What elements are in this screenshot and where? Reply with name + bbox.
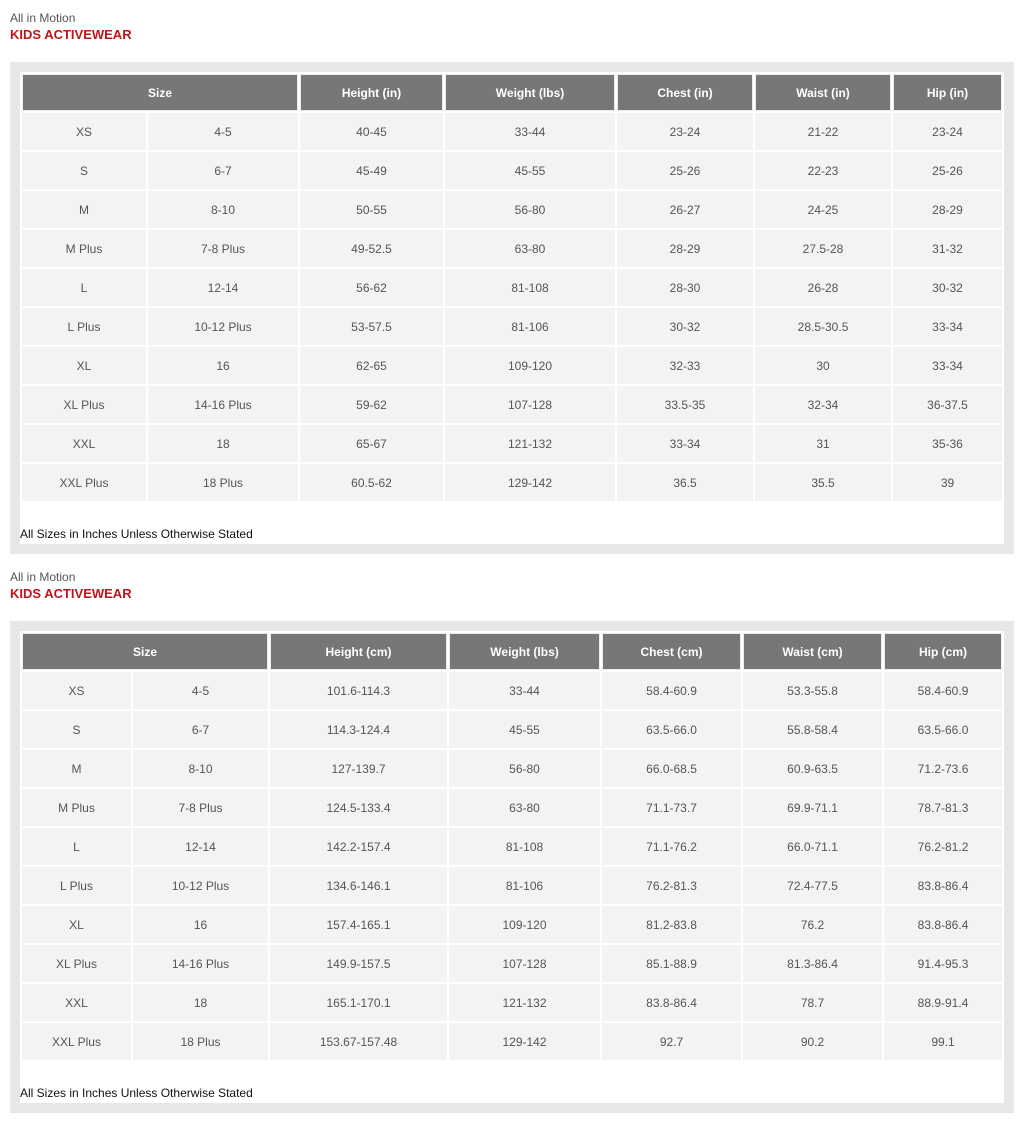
cell-size-code: S: [22, 711, 131, 748]
header-hip: Hip (cm): [884, 633, 1002, 670]
cell-size-code: M: [22, 750, 131, 787]
cell-hip: 58.4-60.9: [884, 672, 1002, 709]
cell-age-range: 7-8 Plus: [133, 789, 268, 826]
cell-hip: 33-34: [893, 347, 1002, 384]
cell-age-range: 6-7: [133, 711, 268, 748]
cell-waist: 90.2: [743, 1023, 882, 1060]
table-header-row: [22, 74, 1002, 111]
cell-weight: 56-80: [445, 191, 615, 228]
cell-size-code: XL Plus: [22, 945, 131, 982]
footnote-2: All Sizes in Inches Unless Otherwise Stated: [20, 1086, 253, 1100]
cell-chest: 58.4-60.9: [602, 672, 741, 709]
cell-waist: 31: [755, 425, 891, 462]
cell-hip: 78.7-81.3: [884, 789, 1002, 826]
header-waist: Waist (cm): [743, 633, 882, 670]
cell-weight: 63-80: [445, 230, 615, 267]
cell-hip: 99.1: [884, 1023, 1002, 1060]
cell-size-code: XS: [22, 672, 131, 709]
cell-height: 134.6-146.1: [270, 867, 447, 904]
chart-title-2: KIDS ACTIVEWEAR: [10, 586, 132, 601]
table-row: [22, 945, 1002, 982]
cell-hip: 33-34: [893, 308, 1002, 345]
cell-age-range: 18 Plus: [148, 464, 298, 501]
cell-waist: 72.4-77.5: [743, 867, 882, 904]
cell-chest: 33.5-35: [617, 386, 753, 423]
cell-weight: 107-128: [449, 945, 600, 982]
cell-weight: 33-44: [445, 113, 615, 150]
cell-height: 40-45: [300, 113, 443, 150]
cell-waist: 30: [755, 347, 891, 384]
table-row: [22, 906, 1002, 943]
cell-hip: 83.8-86.4: [884, 906, 1002, 943]
table-header-row: [22, 633, 1002, 670]
cell-height: 49-52.5: [300, 230, 443, 267]
cell-height: 114.3-124.4: [270, 711, 447, 748]
cell-height: 142.2-157.4: [270, 828, 447, 865]
size-table-inches: [20, 72, 1004, 503]
chart-brand-1: All in Motion: [10, 11, 76, 25]
cell-height: 53-57.5: [300, 308, 443, 345]
cell-waist: 53.3-55.8: [743, 672, 882, 709]
cell-height: 127-139.7: [270, 750, 447, 787]
cell-height: 59-62: [300, 386, 443, 423]
table-row: [22, 347, 1002, 384]
table-body: [22, 672, 1002, 1060]
cell-hip: 31-32: [893, 230, 1002, 267]
cell-chest: 32-33: [617, 347, 753, 384]
cell-age-range: 18: [133, 984, 268, 1021]
table-row: [22, 269, 1002, 306]
cell-chest: 25-26: [617, 152, 753, 189]
cell-age-range: 4-5: [148, 113, 298, 150]
cell-age-range: 7-8 Plus: [148, 230, 298, 267]
cell-waist: 78.7: [743, 984, 882, 1021]
table-row: [22, 867, 1002, 904]
cell-hip: 88.9-91.4: [884, 984, 1002, 1021]
cell-age-range: 6-7: [148, 152, 298, 189]
cell-height: 165.1-170.1: [270, 984, 447, 1021]
cell-size-code: S: [22, 152, 146, 189]
cell-waist: 81.3-86.4: [743, 945, 882, 982]
cell-waist: 69.9-71.1: [743, 789, 882, 826]
cell-chest: 81.2-83.8: [602, 906, 741, 943]
cell-chest: 28-29: [617, 230, 753, 267]
cell-hip: 63.5-66.0: [884, 711, 1002, 748]
cell-size-code: L: [22, 828, 131, 865]
cell-size-code: M Plus: [22, 789, 131, 826]
cell-age-range: 14-16 Plus: [133, 945, 268, 982]
header-chest: Chest (cm): [602, 633, 741, 670]
cell-weight: 121-132: [445, 425, 615, 462]
cell-weight: 81-108: [449, 828, 600, 865]
cell-waist: 27.5-28: [755, 230, 891, 267]
cell-waist: 35.5: [755, 464, 891, 501]
cell-height: 62-65: [300, 347, 443, 384]
header-waist: Waist (in): [755, 74, 891, 111]
size-chart-panel-1: [10, 62, 1014, 554]
cell-waist: 60.9-63.5: [743, 750, 882, 787]
header-hip: Hip (in): [893, 74, 1002, 111]
table-row: [22, 425, 1002, 462]
cell-hip: 25-26: [893, 152, 1002, 189]
table-row: [22, 750, 1002, 787]
cell-hip: 35-36: [893, 425, 1002, 462]
cell-size-code: M Plus: [22, 230, 146, 267]
cell-chest: 26-27: [617, 191, 753, 228]
cell-weight: 63-80: [449, 789, 600, 826]
cell-weight: 45-55: [449, 711, 600, 748]
cell-height: 124.5-133.4: [270, 789, 447, 826]
cell-chest: 63.5-66.0: [602, 711, 741, 748]
cell-chest: 28-30: [617, 269, 753, 306]
header-weight: Weight (lbs): [449, 633, 600, 670]
cell-chest: 30-32: [617, 308, 753, 345]
table-row: [22, 789, 1002, 826]
cell-weight: 56-80: [449, 750, 600, 787]
cell-chest: 33-34: [617, 425, 753, 462]
cell-chest: 76.2-81.3: [602, 867, 741, 904]
cell-waist: 26-28: [755, 269, 891, 306]
cell-chest: 83.8-86.4: [602, 984, 741, 1021]
cell-size-code: XXL Plus: [22, 464, 146, 501]
cell-age-range: 10-12 Plus: [148, 308, 298, 345]
cell-size-code: L: [22, 269, 146, 306]
cell-height: 60.5-62: [300, 464, 443, 501]
cell-hip: 39: [893, 464, 1002, 501]
header-chest: Chest (in): [617, 74, 753, 111]
header-size: Size: [22, 74, 298, 111]
cell-size-code: XXL: [22, 425, 146, 462]
table-row: [22, 1023, 1002, 1060]
cell-waist: 32-34: [755, 386, 891, 423]
cell-size-code: XXL Plus: [22, 1023, 131, 1060]
cell-weight: 109-120: [445, 347, 615, 384]
cell-weight: 129-142: [445, 464, 615, 501]
cell-waist: 76.2: [743, 906, 882, 943]
cell-height: 153.67-157.48: [270, 1023, 447, 1060]
table-row: [22, 113, 1002, 150]
table-row: [22, 711, 1002, 748]
cell-chest: 36.5: [617, 464, 753, 501]
cell-hip: 30-32: [893, 269, 1002, 306]
header-height: Height (in): [300, 74, 443, 111]
size-table-cm: [20, 631, 1004, 1062]
cell-hip: 71.2-73.6: [884, 750, 1002, 787]
cell-age-range: 14-16 Plus: [148, 386, 298, 423]
cell-age-range: 16: [133, 906, 268, 943]
cell-height: 65-67: [300, 425, 443, 462]
cell-chest: 23-24: [617, 113, 753, 150]
cell-age-range: 18 Plus: [133, 1023, 268, 1060]
cell-height: 149.9-157.5: [270, 945, 447, 982]
cell-chest: 92.7: [602, 1023, 741, 1060]
cell-age-range: 4-5: [133, 672, 268, 709]
cell-hip: 23-24: [893, 113, 1002, 150]
cell-hip: 28-29: [893, 191, 1002, 228]
cell-size-code: L Plus: [22, 867, 131, 904]
table-row: [22, 464, 1002, 501]
cell-age-range: 8-10: [148, 191, 298, 228]
cell-waist: 66.0-71.1: [743, 828, 882, 865]
cell-waist: 21-22: [755, 113, 891, 150]
cell-size-code: M: [22, 191, 146, 228]
size-chart-panel-2: [10, 621, 1014, 1113]
table-body: [22, 113, 1002, 501]
table-row: [22, 230, 1002, 267]
cell-weight: 81-108: [445, 269, 615, 306]
table-row: [22, 308, 1002, 345]
cell-weight: 109-120: [449, 906, 600, 943]
cell-weight: 81-106: [449, 867, 600, 904]
cell-age-range: 10-12 Plus: [133, 867, 268, 904]
table-row: [22, 828, 1002, 865]
cell-weight: 129-142: [449, 1023, 600, 1060]
cell-weight: 45-55: [445, 152, 615, 189]
cell-height: 157.4-165.1: [270, 906, 447, 943]
table-row: [22, 191, 1002, 228]
cell-waist: 28.5-30.5: [755, 308, 891, 345]
cell-chest: 66.0-68.5: [602, 750, 741, 787]
cell-hip: 91.4-95.3: [884, 945, 1002, 982]
table-row: [22, 152, 1002, 189]
cell-age-range: 18: [148, 425, 298, 462]
cell-size-code: XS: [22, 113, 146, 150]
cell-age-range: 12-14: [133, 828, 268, 865]
cell-size-code: XL Plus: [22, 386, 146, 423]
footnote-1: All Sizes in Inches Unless Otherwise Stated: [20, 527, 253, 541]
cell-height: 50-55: [300, 191, 443, 228]
cell-chest: 85.1-88.9: [602, 945, 741, 982]
cell-chest: 71.1-73.7: [602, 789, 741, 826]
cell-waist: 24-25: [755, 191, 891, 228]
cell-height: 45-49: [300, 152, 443, 189]
cell-weight: 121-132: [449, 984, 600, 1021]
cell-age-range: 8-10: [133, 750, 268, 787]
cell-height: 101.6-114.3: [270, 672, 447, 709]
chart-brand-2: All in Motion: [10, 570, 76, 584]
cell-hip: 76.2-81.2: [884, 828, 1002, 865]
cell-age-range: 12-14: [148, 269, 298, 306]
chart-title-1: KIDS ACTIVEWEAR: [10, 27, 132, 42]
cell-hip: 36-37.5: [893, 386, 1002, 423]
cell-weight: 107-128: [445, 386, 615, 423]
cell-age-range: 16: [148, 347, 298, 384]
cell-size-code: L Plus: [22, 308, 146, 345]
cell-chest: 71.1-76.2: [602, 828, 741, 865]
header-weight: Weight (lbs): [445, 74, 615, 111]
header-height: Height (cm): [270, 633, 447, 670]
cell-hip: 83.8-86.4: [884, 867, 1002, 904]
cell-weight: 33-44: [449, 672, 600, 709]
table-row: [22, 984, 1002, 1021]
cell-waist: 55.8-58.4: [743, 711, 882, 748]
table-row: [22, 386, 1002, 423]
table-row: [22, 672, 1002, 709]
cell-size-code: XL: [22, 347, 146, 384]
cell-waist: 22-23: [755, 152, 891, 189]
header-size: Size: [22, 633, 268, 670]
cell-weight: 81-106: [445, 308, 615, 345]
cell-size-code: XL: [22, 906, 131, 943]
cell-height: 56-62: [300, 269, 443, 306]
cell-size-code: XXL: [22, 984, 131, 1021]
